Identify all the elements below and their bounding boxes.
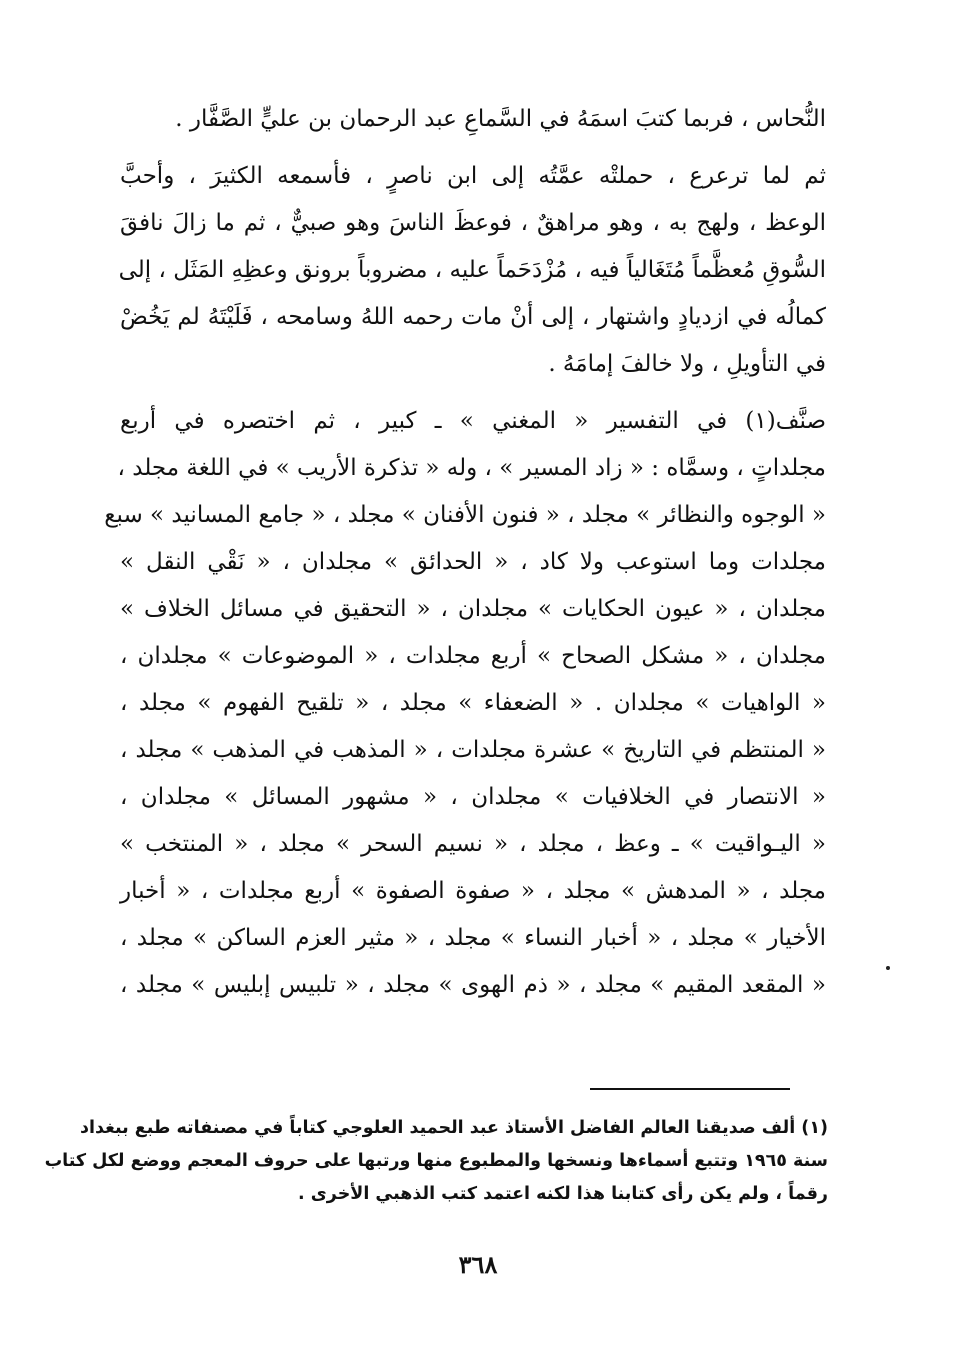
margin-dot bbox=[886, 966, 890, 970]
text-line: « الانتصار في الخلافيات » مجلدان ، « مشهور المسائل » مجلدان ، bbox=[120, 784, 826, 810]
text-line: الأخيار » مجلد ، « أخبار النساء » مجلد ، « مثير العزم الساكن » مجلد ، bbox=[120, 925, 826, 951]
text-line: الوعظ ، ولهج به ، وهو مراهقٌ ، فوعظَ الناسَ وهو صبيٌّ ، ثم ما زالَ نافقَ bbox=[120, 210, 826, 236]
text-line: « المنتظم في التاريخ » عشرة مجلدات ، « المذهب في المذهب » مجلد ، bbox=[120, 737, 826, 763]
footnote-line: سنة ١٩٦٥ وتتبع أسماءها ونسخها والمطبوع منها ورتبها على حروف المعجم ووضع لكل كتاب bbox=[44, 1151, 828, 1171]
text-line: مجلداتٍ ، وسمَّاه : « زاد المسير » ، وله « تذكرة الأريب » في اللغة مجلد ، bbox=[117, 455, 826, 481]
text-line: صنَّف(١) في التفسير « المغني » ـ كبير ، ثم اختصره في أربع bbox=[120, 408, 826, 434]
footnote-line: رقماً ، ولم يكن رأى كتابنا هذا لكنه اعتمد كتب الذهبي الأخرى . bbox=[298, 1184, 828, 1204]
text-line: في التأويلِ ، ولا خالفَ إمامَهُ . bbox=[548, 351, 826, 377]
text-line: مجلدان ، « مشكل الصحاح » أربع مجلدات ، « الموضوعات » مجلدان ، bbox=[120, 643, 826, 669]
footnote-separator bbox=[590, 1088, 790, 1090]
text-line: كمالُه في ازديادٍ واشتهار ، إلى أنْ مات رحمه اللهُ وسامحه ، فَلَيْتَهُ لم يَخُضْ bbox=[120, 304, 826, 330]
text-line: « المقعد المقيم » مجلد ، « ذم الهوى » مجلد ، « تلبيس إبليس » مجلد ، bbox=[120, 972, 826, 998]
footnote-line: (١) ألف صديقنا العالم الفاضل الأستاذ عبد الحميد العلوجي كتاباً في مصنفاته طبع ببغداد bbox=[80, 1118, 828, 1138]
text-line: « اليـواقيت » ـ وعظ ، مجلد ، « نسيم السحر » مجلد ، « المنتخب » bbox=[120, 831, 826, 857]
paragraph-gap bbox=[120, 388, 826, 398]
text-line: مجلدان ، « عيون الحكايات » مجلدان ، « التحقيق في مسائل الخلاف » bbox=[120, 596, 826, 622]
text-line: « الواهيات » مجلدان . « الضعفاء » مجلد ، « تلقيح الفهوم » مجلد ، bbox=[120, 690, 826, 716]
text-line: « الوجوه والنظائر » مجلد ، « فنون الأفنان » مجلد ، « جامع المسانيد » سبع bbox=[104, 502, 826, 528]
text-line: النُّحاس ، فربما كتبَ اسمَهُ في السَّماعِ عبد الرحمان بن عليٍّ الصَّفَّار . bbox=[175, 106, 826, 132]
paragraph-gap bbox=[120, 143, 826, 153]
text-line: مجلد ، « المدهش » مجلد ، « صفوة الصفوة » أربع مجلدات ، « أخبار bbox=[120, 878, 826, 904]
text-line: مجلدات وما استوعب ولا كاد ، « الحدائق » مجلدان ، « نَقْي النقل » bbox=[120, 549, 826, 575]
footnotes bbox=[44, 1112, 828, 1211]
text-line: السُّوقِ مُعظَّماً مُتَغَالياً فيه ، مُزْدَحَماً عليه ، مضروباً برونق وعظِهِ المَثَل ، إلى bbox=[118, 257, 826, 283]
text-line: ثم لما ترعرع ، حملتْه عمَّتُه إلى ابن ناصرٍ ، فأسمعه الكثيرَ ، وأحبَّ bbox=[120, 163, 826, 189]
page-number: ٣٦٨ bbox=[458, 1250, 498, 1279]
main-text bbox=[104, 96, 826, 1009]
